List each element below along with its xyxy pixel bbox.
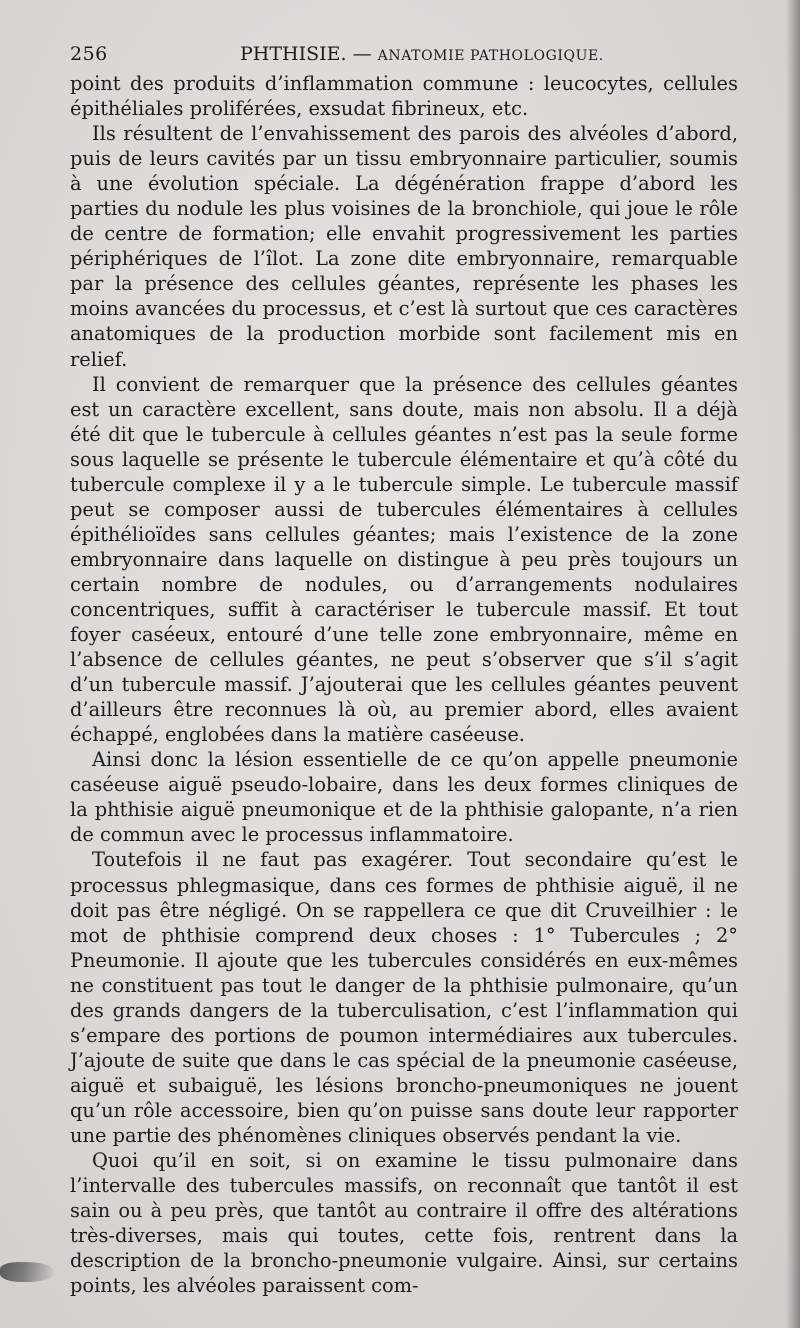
running-title-main: PHTHISIE. (240, 43, 347, 65)
paragraph: Toutefois il ne faut pas exagérer. Tout secondaire qu’est le processus phlegmasique, dans ces formes de phthisie aiguë, il ne doit pas être négligé. On se rappellera ce que dit Cruveilhier : le mot de phthisie comprend deux choses : 1° Tubercules ; 2° Pneumonie. Il ajoute que les tubercules considérés en eux-mêmes ne constituent pas tout le danger de la phthisie pulmonaire, qu’un des grands dangers de la tuberculisation, c’est l’inflammation qui s’empare des portions de poumon intermédiaires aux tubercules. J’ajoute de suite que dans le cas spécial de la pneumonie caséeuse, aiguë et subaiguë, les lésions broncho-pneumoniques ne jouent qu’un rôle accessoire, bien qu’on puisse sans doute leur rapporter une partie des phénomènes cliniques observés pendant la vie. (70, 848, 738, 1147)
page-number: 256 (70, 43, 108, 65)
ink-smudge (0, 1262, 55, 1282)
running-title-sub: ANATOMIE PATHOLOGIQUE. (377, 48, 604, 64)
paragraph: Quoi qu’il en soit, si on examine le tissu pulmonaire dans l’intervalle des tubercules massifs, on reconnaît que tantôt il est sain ou à peu près, que tantôt au contraire il offre des altérations très-diverses, mais qui toutes, cette fois, rentrent dans la description de la broncho-pneumonie vulgaire. Ainsi, sur certains points, les alvéoles paraissent com- (70, 1149, 738, 1298)
paragraph: Ainsi donc la lésion essentielle de ce qu’on appelle pneumonie caséeuse aiguë pseudo-lobaire, dans les deux formes cliniques de la phthisie aiguë pneumonique et de la phthisie galopante, n’a rien de commun avec le processus inflammatoire. (70, 748, 738, 847)
running-header (70, 40, 742, 68)
paragraph-continuation: point des produits d’inflammation commune : leucocytes, cellules épithéliales proliférées, exsudat fibrineux, etc. (70, 72, 738, 121)
running-title (240, 40, 604, 70)
paragraph: Il convient de remarquer que la présence des cellules géantes est un caractère excellent, sans doute, mais non absolu. Il a déjà été dit que le tubercule à cellules géantes n’est pas la seule forme sous laquelle se présente le tubercule élémentaire et qu’à côté du tubercule complexe il y a le tubercule simple. Le tubercule massif peut se composer aussi de tubercules élémentaires à cellules épithélioïdes sans cellules géantes; mais l’existence de la zone embryonnaire dans laquelle on distingue à peu près toujours un certain nombre de nodules, ou d’arrangements nodulaires concentriques, suffit à caractériser le tubercule massif. Et tout foyer caséeux, entouré d’une telle zone embryonnaire, même en l’absence de cellules géantes, ne peut s’observer que s’il s’agit d’un tubercule massif. J’ajouterai que les cellules géantes peuvent d’ailleurs être reconnues là où, au premier abord, elles avaient échappé, englobées dans la matière caséeuse. (70, 372, 738, 747)
paragraph: Ils résultent de l’envahissement des parois des alvéoles d’abord, puis de leurs cavités par un tissu embryonnaire particulier, soumis à une évolution spéciale. La dégénération frappe d’abord les parties du nodule les plus voisines de la bronchiole, qui joue le rôle de centre de formation; elle envahit progressivement les parties périphériques de l’îlot. La zone dite embryonnaire, remarquable par la présence des cellules géantes, représente les phases les moins avancées du processus, et c’est là surtout que ces caractères anatomiques de la production morbide sont facilement mis en relief. (70, 122, 738, 371)
running-title-dash: — (346, 43, 378, 65)
page-edge-shadow (786, 0, 800, 1328)
body-text (70, 71, 738, 1298)
